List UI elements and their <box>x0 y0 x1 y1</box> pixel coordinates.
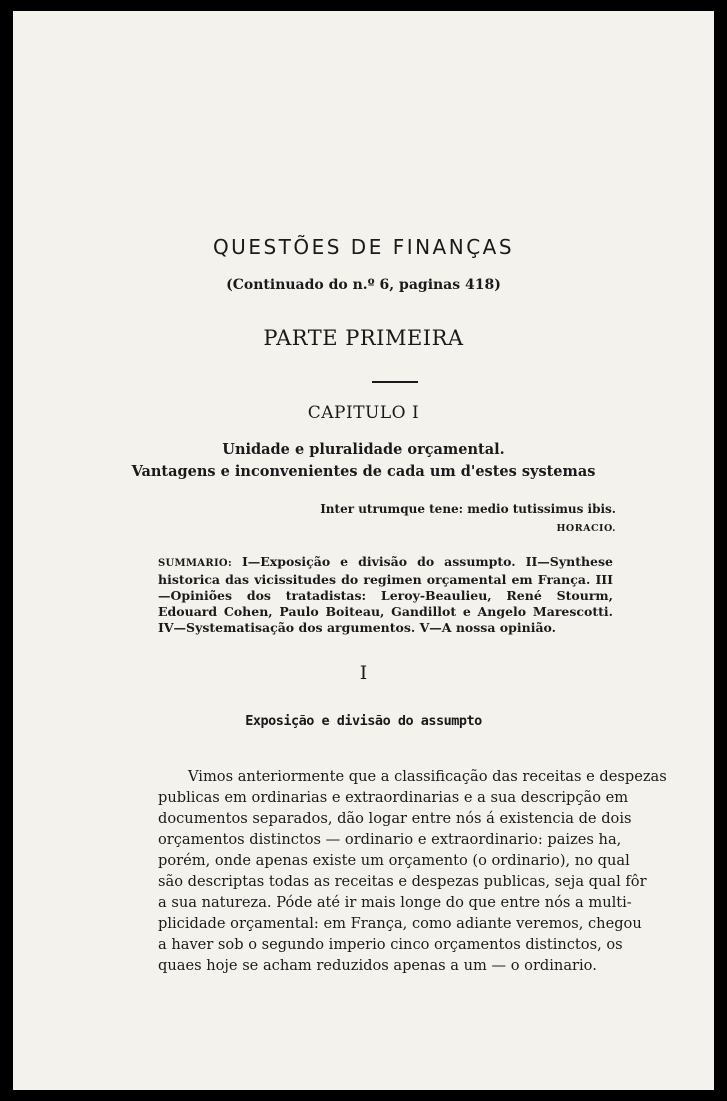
page-title: QUESTÕES DE FINANÇAS <box>212 235 515 259</box>
chapter-summary <box>158 554 613 636</box>
epigraph <box>320 500 616 538</box>
body-paragraph <box>158 766 667 976</box>
body-line: são descriptas todas as receitas e despezas publicas, seja qual fôr <box>158 873 647 890</box>
epigraph-quote: Inter utrumque tene: medio tutissimus ibis. <box>320 502 616 516</box>
body-line: a haver sob o segundo imperio cinco orçamentos distinctos, os <box>158 936 623 953</box>
chapter-subtitle-line: Unidade e pluralidade orçamental. <box>222 441 505 458</box>
document-page <box>10 8 717 1093</box>
body-line: porém, onde apenas existe um orçamento (o ordinario), no qual <box>158 852 630 869</box>
section-numeral: I <box>359 662 368 684</box>
continuation-note: (Continuado do n.º 6, paginas 418) <box>226 277 501 293</box>
body-line: quaes hoje se acham reduzidos apenas a um — o ordinario. <box>158 957 597 974</box>
body-line: orçamentos distinctos — ordinario e extraordinario: paizes ha, <box>158 831 622 848</box>
body-line: a sua natureza. Póde até ir mais longe do que entre nós a multi- <box>158 894 632 911</box>
section-title: Exposição e divisão do assumpto <box>245 713 482 729</box>
epigraph-author: HORACIO. <box>556 523 616 534</box>
body-line: publicas em ordinarias e extraordinarias e a sua descripção em <box>158 789 629 806</box>
chapter-subtitle <box>13 439 714 483</box>
body-line: plicidade orçamental: em França, como adiante veremos, chegou <box>158 915 642 932</box>
divider-rule <box>372 381 418 383</box>
body-line: Vimos anteriormente que a classificação das receitas e despezas <box>188 768 667 785</box>
summary-text: I—Exposição e divisão do assumpto. II—Synthese historica das vicissitudes do regimen orçamental em França. III—Opiniões dos tratadistas: Leroy-Beaulieu, René Stourm, Edouard Cohen, Paulo Boiteau, Gandillot e Angelo Marescotti. IV—Systematisação dos argumentos. V—A nossa opinião. <box>158 554 613 635</box>
body-line: documentos separados, dão logar entre nós á existencia de dois <box>158 810 632 827</box>
part-title: PARTE PRIMEIRA <box>263 326 464 350</box>
chapter-heading: CAPITULO I <box>307 403 420 423</box>
summary-label: SUMMARIO: <box>158 558 232 569</box>
chapter-subtitle-line: Vantagens e inconvenientes de cada um d'estes systemas <box>131 463 596 480</box>
